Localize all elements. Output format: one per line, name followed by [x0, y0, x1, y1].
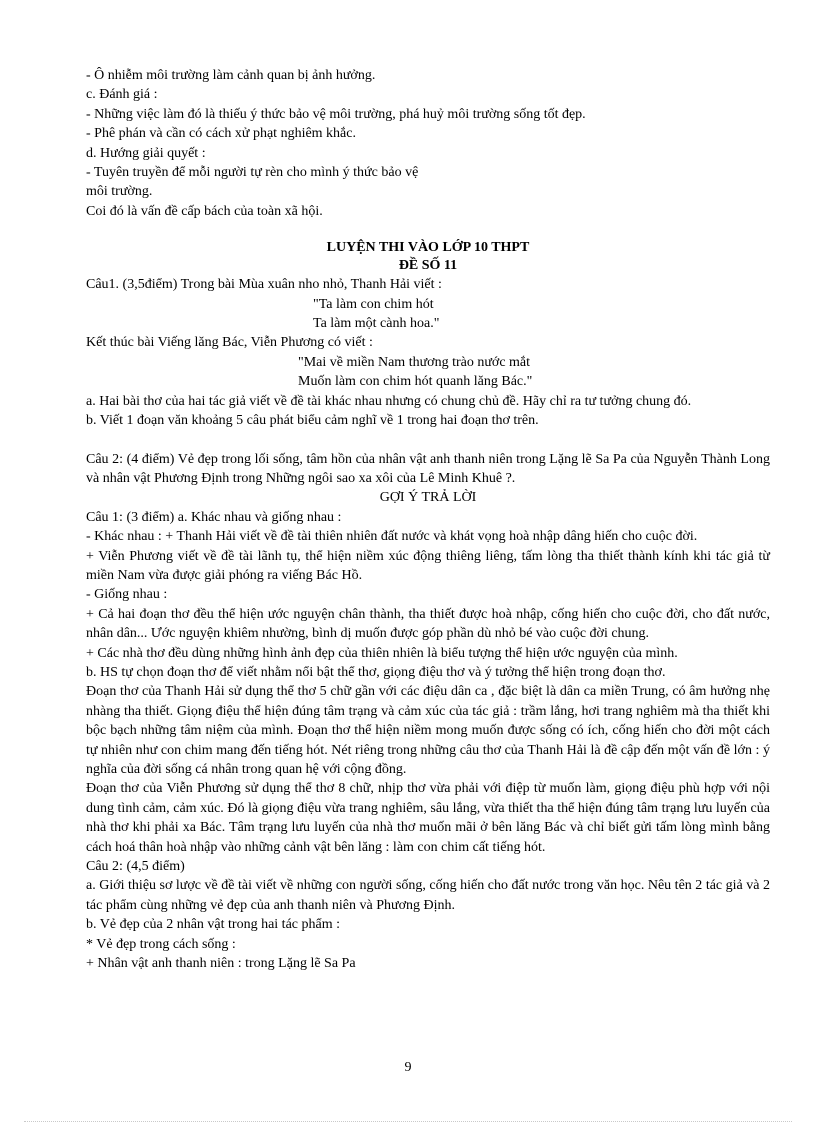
text-line: c. Đánh giá :	[86, 87, 158, 103]
text-line: - Những việc làm đó là thiếu ý thức bảo vệ môi trường, phá huỷ môi trường sống tốt đẹp.	[86, 106, 586, 122]
answer-paragraph: Câu 1: (3 điểm) a. Khác nhau và giống nhau :	[86, 509, 342, 525]
text-line: - Ô nhiễm môi trường làm cảnh quan bị ảnh hưởng.	[86, 68, 376, 83]
answer-heading: GỢI Ý TRẢ LỜI	[379, 490, 477, 506]
text-line: d. Hướng giải quyết :	[86, 145, 206, 161]
poem-line: Ta làm một cành hoa."	[313, 316, 440, 332]
answer-paragraph: Câu 2: (4,5 điểm)	[86, 859, 185, 875]
answer-paragraph: b. Vẻ đẹp của 2 nhân vật trong hai tác phẩm :	[86, 917, 340, 933]
poem-line: Muốn làm con chim hót quanh lăng Bác."	[298, 374, 533, 390]
text-line: môi trường.	[86, 184, 153, 200]
poem-line: "Mai về miền Nam thương trào nước mắt	[298, 354, 531, 370]
question-2: Câu 2: (4 điểm) Vẻ đẹp trong lối sống, tâm hồn của nhân vật anh thanh niên trong Lặng lẽ Sa Pa của Nguyễn Thành Long và nhân vật Phương Định trong Những ngôi sao xa xôi của Lê Minh Khuê ?.	[86, 451, 770, 486]
question-1-intro-2: Kết thúc bài Viếng lăng Bác, Viễn Phương có viết :	[86, 335, 373, 351]
answer-paragraph: - Giống nhau :	[86, 587, 168, 603]
question-1-part-a: a. Hai bài thơ của hai tác giả viết về đề tài khác nhau nhưng có chung chủ đề. Hãy chỉ ra tư tưởng chung đó.	[86, 393, 692, 409]
answer-paragraph: a. Giới thiệu sơ lược về đề tài viết về những con người sống, cống hiến cho đất nước trong văn học. Nêu tên 2 tác giả và 2 tác phẩm cùng những vẻ đẹp của anh thanh niên và Phương Định.	[86, 878, 770, 913]
page-bottom-divider	[24, 1121, 792, 1122]
exam-title: LUYỆN THI VÀO LỚP 10 THPT	[326, 240, 530, 256]
answer-paragraph: + Viễn Phương viết về đề tài lãnh tụ, thể hiện niềm xúc động thiêng liêng, tấm lòng tha thiết thành kính khi tác giả từ miền Nam vừa được giải phóng ra viếng Bác Hồ.	[86, 548, 770, 583]
text-column	[86, 66, 770, 973]
poem-line: "Ta làm con chim hót	[313, 296, 434, 312]
question-1-part-b: b. Viết 1 đoạn văn khoảng 5 câu phát biểu cảm nghĩ về 1 trong hai đoạn thơ trên.	[86, 413, 539, 429]
text-line: Coi đó là vấn đề cấp bách của toàn xã hội.	[86, 203, 323, 219]
page-number: 9	[404, 1060, 412, 1075]
answer-paragraph: + Cả hai đoạn thơ đều thể hiện ước nguyện chân thành, tha thiết được hoà nhập, cống hiến cho cuộc đời, cho đất nước, nhân dân... Ước nguyện khiêm nhường, bình dị muốn được góp phần dù nhỏ bé vào cuộc đời chung.	[86, 606, 770, 642]
answer-paragraph: * Vẻ đẹp trong cách sống :	[86, 936, 236, 952]
answer-paragraph: b. HS tự chọn đoạn thơ để viết nhằm nổi bật thể thơ, giọng điệu thơ và ý tưởng thể hiện trong đoạn thơ.	[86, 664, 666, 680]
answer-paragraph: - Khác nhau : + Thanh Hải viết về đề tài thiên nhiên đất nước và khát vọng hoà nhập dâng hiến cho cuộc đời.	[86, 529, 698, 545]
text-line: - Tuyên truyền để mỗi người tự rèn cho mình ý thức bảo vệ	[86, 165, 419, 181]
question-1-intro: Câu1. (3,5điểm) Trong bài Mùa xuân nho nhỏ, Thanh Hải viết :	[86, 277, 442, 293]
answer-paragraph: + Nhân vật anh thanh niên : trong Lặng lẽ Sa Pa	[86, 956, 356, 972]
answer-paragraph: + Các nhà thơ đều dùng những hình ảnh đẹp của thiên nhiên là biểu tượng thể hiện ước nguyện của mình.	[86, 645, 678, 661]
answer-paragraph: Đoạn thơ của Thanh Hải sử dụng thể thơ 5 chữ gần với các điệu dân ca , đặc biệt là dân ca miền Trung, có âm hưởng nhẹ nhàng tha thiết. Giọng điệu thể hiện đúng tâm trạng và cảm xúc của tác giả : trầm lắng, hơi trang nghiêm mà tha thiết khi bộc bạch những tâm niệm của mình. Đoạn thơ thể hiện niềm mong muốn được sống có ích, cống hiến cho đời một cách tự nhiên như con chim mang đến tiếng hót. Nét riêng trong những câu thơ của Thanh Hải là đề cập đến một vấn đề lớn : ý nghĩa của đời sống cá nhân trong quan hệ với cộng đồng.	[86, 684, 770, 777]
text-line: - Phê phán và cần có cách xử phạt nghiêm khắc.	[86, 126, 356, 142]
answer-paragraph: Đoạn thơ của Viễn Phương sử dụng thể thơ 8 chữ, nhịp thơ vừa phải với điệp từ muốn làm, giọng điệu phù hợp với nội dung tình cảm, cảm xúc. Đó là giọng điệu vừa trang nghiêm, sâu lắng, vừa thiết tha thể hiện đúng tâm trạng lưu luyến của nhà thơ khi phải xa Bác. Tâm trạng lưu luyến của nhà thơ muốn mãi ở bên lăng Bác và chỉ biết gửi tấm lòng mình bằng cách hoá thân hoà nhập vào những cảnh vật bên lăng : làm con chim cất tiếng hót.	[86, 781, 770, 855]
previous-section	[86, 66, 770, 221]
exam-subtitle: ĐỀ SỐ 11	[398, 258, 458, 274]
